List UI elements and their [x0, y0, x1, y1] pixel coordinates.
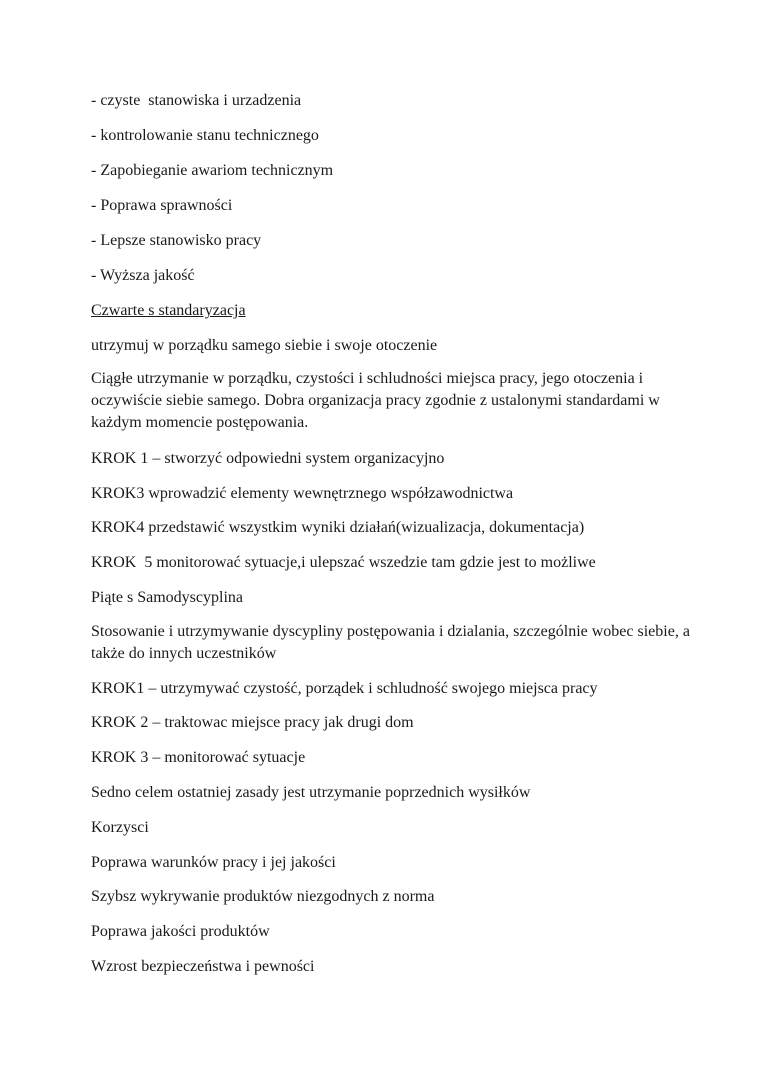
text-line: KROK4 przedstawić wszystkim wyniki działań(wizualizacja, dokumentacja) [91, 519, 585, 536]
paragraph: Stosowanie i utrzymywanie dyscypliny postępowania i dzialania, szczególnie wobec siebie, a także do innych uczestników [91, 623, 690, 662]
text-line: - czyste stanowiska i urzadzenia [91, 92, 302, 109]
text-line: Piąte s Samodyscyplina [91, 589, 243, 606]
text-line: - Wyższa jakość [91, 267, 195, 284]
section-heading: Czwarte s standaryzacja [91, 302, 246, 319]
text-line: Sedno celem ostatniej zasady jest utrzymanie poprzednich wysiłków [91, 784, 531, 801]
text-line: KROK3 wprowadzić elementy wewnętrznego współzawodnictwa [91, 485, 514, 502]
text-line: utrzymuj w porządku samego siebie i swoje otoczenie [91, 337, 438, 354]
text-line: Poprawa jakości produktów [91, 923, 270, 940]
text-line: KROK 3 – monitorować sytuacje [91, 749, 306, 766]
text-line: - kontrolowanie stanu technicznego [91, 127, 319, 144]
text-line: KROK 2 – traktowac miejsce pracy jak drugi dom [91, 714, 414, 731]
text-line: - Zapobieganie awariom technicznym [91, 162, 334, 179]
text-line: - Poprawa sprawności [91, 197, 233, 214]
text-line: KROK1 – utrzymywać czystość, porządek i schludność swojego miejsca pracy [91, 680, 598, 697]
text-line: Poprawa warunków pracy i jej jakości [91, 854, 336, 871]
text-line: - Lepsze stanowisko pracy [91, 232, 262, 249]
text-line: Korzysci [91, 819, 149, 836]
text-line: KROK 5 monitorować sytuacje,i ulepszać wszedzie tam gdzie jest to możliwe [91, 554, 596, 571]
paragraph: Ciągłe utrzymanie w porządku, czystości i schludności miejsca pracy, jego otoczenia i oczywiście siebie samego. Dobra organizacja pracy zgodnie z ustalonymi standardami w każdym momencie postępowania. [91, 370, 660, 431]
text-line: Szybsz wykrywanie produktów niezgodnych z norma [91, 888, 435, 905]
text-line: Wzrost bezpieczeństwa i pewności [91, 958, 315, 975]
text-line: KROK 1 – stworzyć odpowiedni system organizacyjno [91, 450, 445, 467]
